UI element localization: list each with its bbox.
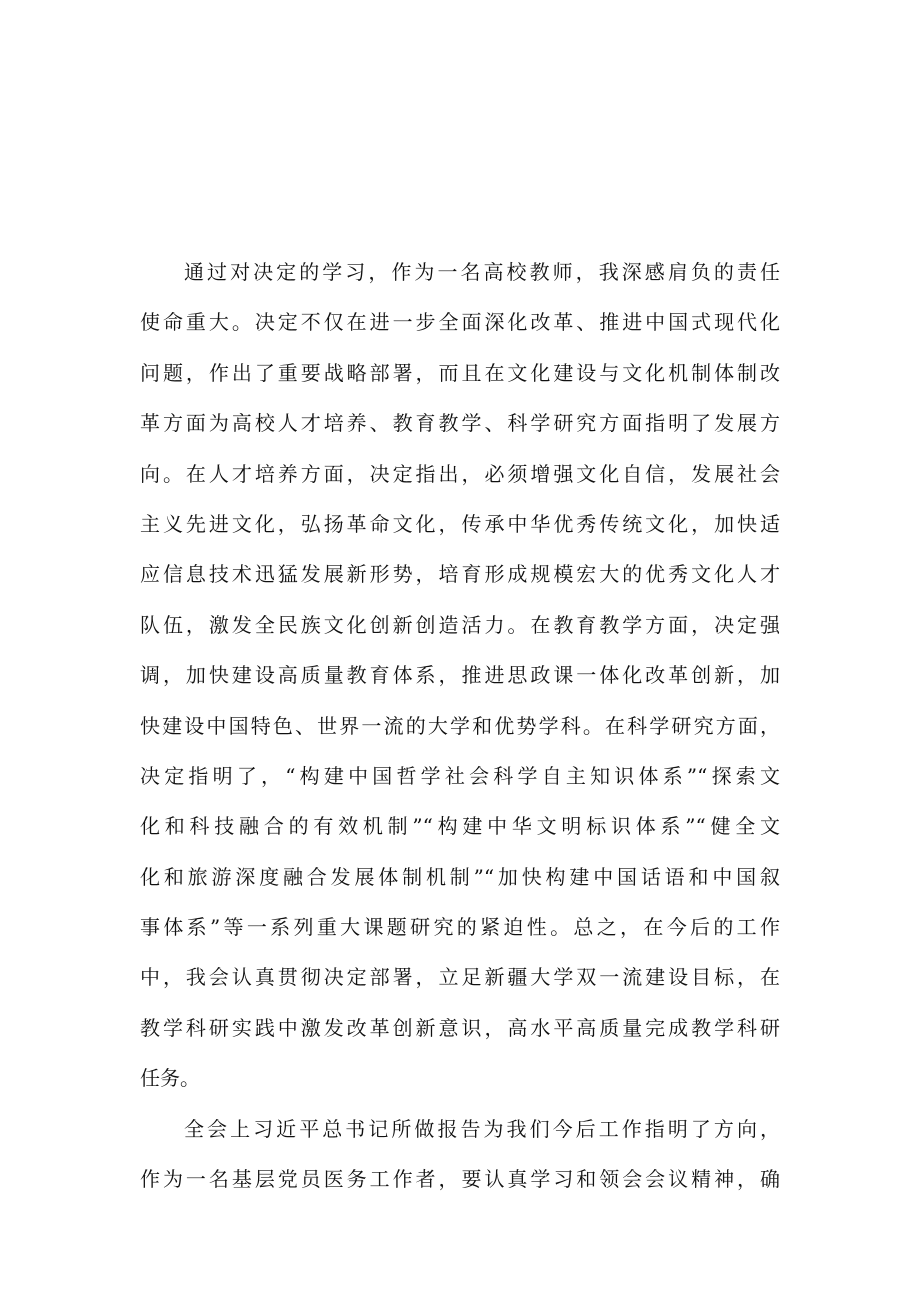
text-line: 应信息技术迅猛发展新形势，培育形成规模宏大的优秀文化人才 — [140, 562, 780, 587]
text-line: 任务。 — [140, 1066, 200, 1091]
document-body — [140, 247, 780, 1204]
paragraph-1 — [140, 247, 780, 1104]
text-line: 通过对决定的学习，作为一名高校教师，我深感肩负的责任 — [184, 260, 780, 284]
text-line: 化和旅游深度融合发展体制机制”“加快构建中国话语和中国叙 — [140, 864, 780, 889]
text-line: 使命重大。决定不仅在进一步全面深化改革、推进中国式现代化 — [140, 310, 780, 335]
paragraph-2 — [140, 1104, 780, 1205]
text-line: 全会上习近平总书记所做报告为我们今后工作指明了方向， — [184, 1116, 780, 1141]
text-line: 调，加快建设高质量教育体系，推进思政课一体化改革创新，加 — [140, 663, 780, 688]
text-line: 问题，作出了重要战略部署，而且在文化建设与文化机制体制改 — [140, 360, 780, 385]
text-line: 教学科研实践中激发改革创新意识，高水平高质量完成教学科研 — [140, 1015, 780, 1040]
text-line: 革方面为高校人才培养、教育教学、科学研究方面指明了发展方 — [140, 411, 780, 436]
text-line: 中，我会认真贯彻决定部署，立足新疆大学双一流建设目标，在 — [140, 965, 780, 990]
text-line: 事体系”等一系列重大课题研究的紧迫性。总之，在今后的工作 — [140, 915, 780, 940]
text-line: 向。在人才培养方面，决定指出，必须增强文化自信，发展社会 — [140, 461, 780, 486]
text-line: 化和科技融合的有效机制”“构建中华文明标识体系”“健全文 — [140, 814, 780, 839]
text-line: 快建设中国特色、世界一流的大学和优势学科。在科学研究方面， — [140, 713, 780, 738]
text-line: 作为一名基层党员医务工作者，要认真学习和领会会议精神，确 — [140, 1167, 780, 1192]
text-line: 决定指明了，“构建中国哲学社会科学自主知识体系”“探索文 — [140, 763, 780, 788]
text-line: 主义先进文化，弘扬革命文化，传承中华优秀传统文化，加快适 — [140, 511, 780, 536]
text-line: 队伍，激发全民族文化创新创造活力。在教育教学方面，决定强 — [140, 612, 780, 637]
